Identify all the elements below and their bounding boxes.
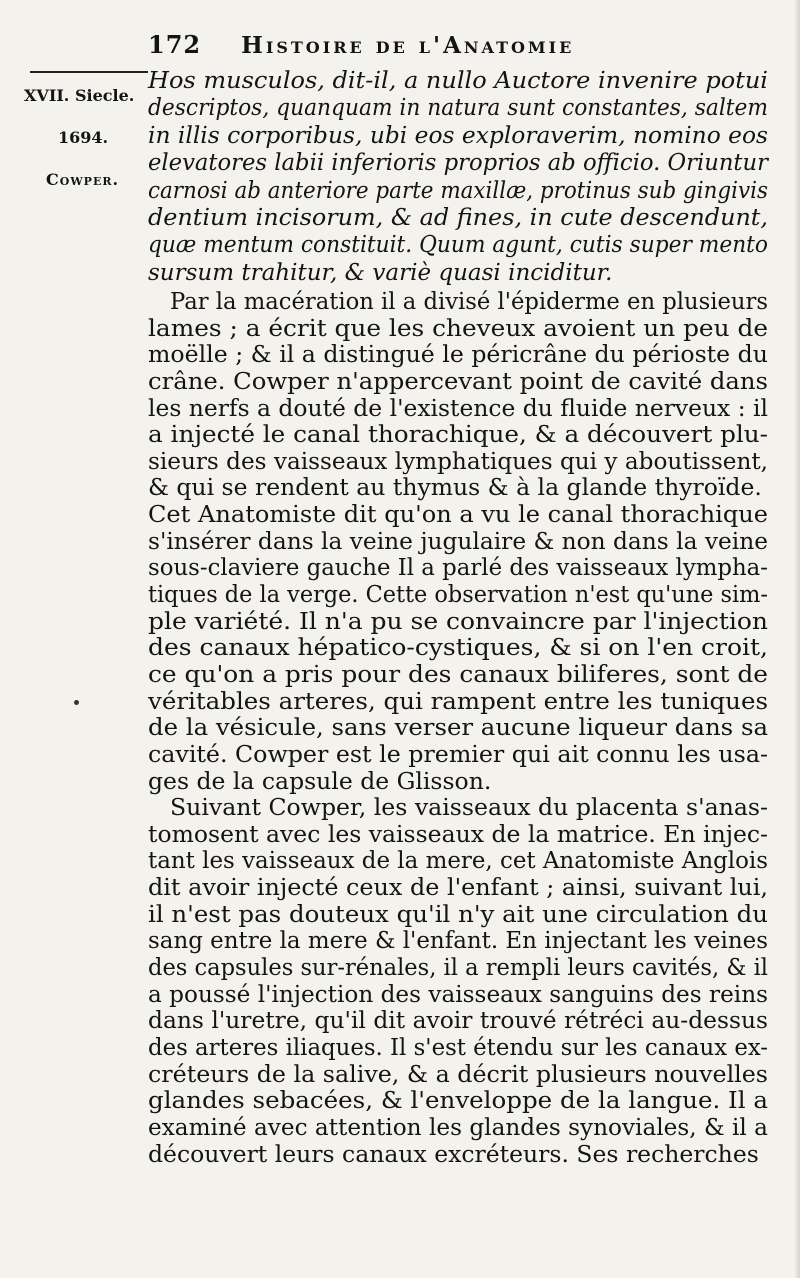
text-line: véritables arteres, qui rampent entre les tuniques (148, 686, 768, 715)
margin-note-century: XVII. Siecle. (24, 86, 135, 105)
text-line: des arteres iliaques. Il s'est étendu sur les canaux ex- (148, 1032, 768, 1061)
text-line: s'insérer dans la veine jugulaire & non dans la veine (148, 526, 768, 555)
scan-edge-shadow (794, 0, 800, 1278)
text-line: créteurs de la salive, & a décrit plusieurs nouvelles (148, 1059, 768, 1088)
text-line: lames ; a écrit que les cheveux avoient un peu de (148, 313, 768, 342)
page-number: 172 (148, 30, 202, 59)
quote-line: sursum trahitur, & variè quasi inciditur. (148, 259, 613, 286)
text-line: ges de la capsule de Glisson. (148, 766, 492, 795)
quote-line: quæ mentum constituit. Quum agunt, cutis super mento (148, 232, 768, 259)
text-line: examiné avec attention les glandes synoviales, & il a (148, 1112, 768, 1141)
margin-note-year: 1694. (58, 128, 109, 147)
latin-quotation (148, 68, 768, 287)
text-line: sous-claviere gauche Il a parlé des vaisseaux lympha- (148, 553, 768, 582)
quote-line: dentium incisorum, & ad fines, in cute descendunt, (148, 204, 768, 231)
text-line: crâne. Cowper n'appercevant point de cavité dans (148, 366, 768, 395)
header-rule (30, 71, 148, 73)
running-head: Histoire de l'Anatomie (241, 32, 575, 59)
quote-line: elevatores labii inferioris proprios ab officio. Oriuntur (148, 150, 768, 177)
text-line: Suivant Cowper, les vaisseaux du placenta s'anas- (170, 793, 768, 822)
text-line: a poussé l'injection des vaisseaux sanguins des reins (148, 979, 768, 1008)
text-line: moëlle ; & il a distingué le péricrâne du périoste du (148, 340, 768, 369)
body-text (148, 288, 768, 1167)
text-line: des capsules sur-rénales, il a rempli leurs cavités, & il (148, 953, 768, 982)
text-line: dit avoir injecté ceux de l'enfant ; ainsi, suivant lui, (148, 873, 768, 902)
text-line: tiques de la verge. Cette observation n'est qu'une sim- (148, 580, 768, 609)
text-line: les nerfs a douté de l'existence du fluide nerveux : il (148, 393, 768, 422)
text-line: ce qu'on a pris pour des canaux biliferes, sont de (148, 659, 768, 688)
text-line: tomosent avec les vaisseaux de la matrice. En injec- (148, 819, 768, 848)
text-line: cavité. Cowper est le premier qui ait connu les usa- (148, 739, 768, 768)
text-line: Cet Anatomiste dit qu'on a vu le canal thorachique (148, 500, 768, 529)
text-line: il n'est pas douteux qu'il n'y ait une circulation du (148, 899, 768, 928)
text-line: découvert leurs canaux excréteurs. Ses recherches (148, 1139, 759, 1168)
quote-line: carnosi ab anteriore parte maxillæ, protinus sub gingivis (148, 177, 768, 204)
ink-speck (74, 700, 79, 705)
text-line: ple variété. Il n'a pu se convaincre par l'injection (148, 606, 768, 635)
text-line: Par la macération il a divisé l'épiderme en plusieurs (170, 287, 768, 315)
text-line: tant les vaisseaux de la mere, cet Anatomiste Anglois (148, 846, 768, 875)
quote-line: in illis corporibus, ubi eos exploraverim, nomino eos (148, 122, 768, 149)
text-line: sang entre la mere & l'enfant. En injectant les veines (148, 926, 768, 955)
text-line: des canaux hépatico-cystiques, & si on l'en croit, (148, 633, 768, 662)
text-line: & qui se rendent au thymus & à la glande thyroïde. (148, 473, 762, 502)
quote-line: Hos musculos, dit-il, a nullo Auctore invenire potui (148, 68, 768, 94)
text-line: glandes sebacées, & l'enveloppe de la langue. Il a (148, 1086, 768, 1115)
text-line: a injecté le canal thorachique, & a découvert plu- (148, 420, 768, 449)
text-line: dans l'uretre, qu'il dit avoir trouvé rétréci au-dessus (148, 1006, 768, 1035)
margin-note-name: Cowper. (46, 170, 120, 189)
quote-line: descriptos, quanquam in natura sunt constantes, saltem (148, 95, 768, 122)
page-header (148, 30, 770, 66)
text-line: de la vésicule, sans verser aucune liqueur dans sa (148, 713, 768, 742)
text-line: sieurs des vaisseaux lymphatiques qui y aboutissent, (148, 446, 768, 475)
